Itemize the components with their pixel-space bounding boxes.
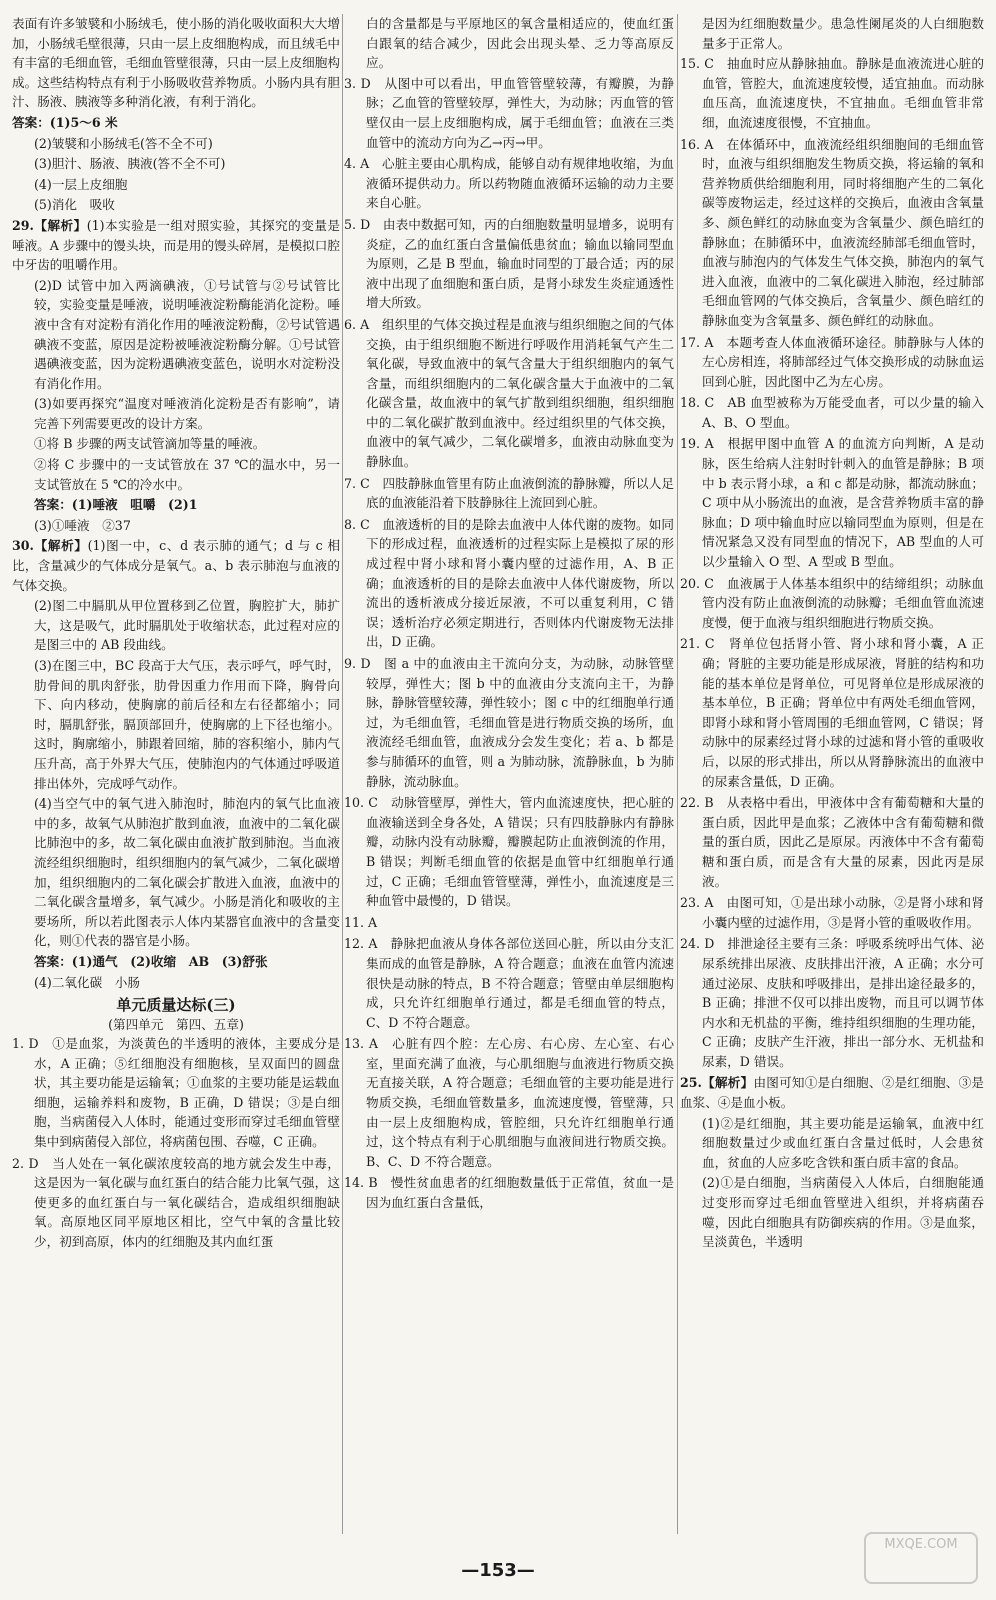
question-number: 29.【解析】 <box>12 217 87 233</box>
answer-paragraph: (1)图一中，c、d 表示肺的通气；d 与 c 相比，含量减少的气体成分是氧气。a、b 表示肺泡与血液的气体交换。 <box>12 538 340 593</box>
answer-item: 3. D 从图中可以看出，甲血管管壁较薄，有瓣膜，为静脉；乙血管的管壁较厚，弹性大，为动脉；丙血管的管壁仅由一层上皮细胞构成，属于毛细血管；血液在三类血管中的流动方向为乙→丙→甲。 <box>344 75 674 150</box>
watermark-logo <box>864 1532 978 1584</box>
answer-item: 24. D 排泄途径主要有三条：呼吸系统呼出气体、泌尿系统排出尿液、皮肤排出汗液，A 正确；水分可通过泌尿、皮肤和呼吸排出，是排出途径最多的，B 正确；排泄不仅可以排出废物，而且可以调节体内水和无机盐的平衡，维持组织细胞的生理功能，C 正确；皮肤产生汗液，排出一部分水、无机盐和尿素，D 错误。 <box>680 936 984 1069</box>
answer-line: (3)胆汁、肠液、胰液(答不全不可) <box>34 156 226 172</box>
answer-paragraph: (1)本实验是一组对照实验，其探究的变量是唾液。A 步骤中的馒头块，而是用的馒头碎屑，是模拟口腔中牙齿的咀嚼作用。 <box>12 217 340 273</box>
answer-item: 17. A 本题考查人体血液循环途径。肺静脉与人体的左心房相连，将肺部经过气体交换形成的动脉血运回到心脏，因此图中乙为左心房。 <box>680 334 984 389</box>
watermark-text: MXQE.COM <box>884 1537 958 1552</box>
answer-paragraph: (2)图二中膈肌从甲位置移到乙位置，胸腔扩大，肺扩大，这是吸气，此时膈肌处于收缩状态，此过程对应的是图三中的 AB 段曲线。 <box>34 598 340 653</box>
answer-item: 12. A 静脉把血液从身体各部位送回心脏，所以由分支汇集而成的血管是静脉，A 符合题意；血液在血管内流速很快是动脉的特点，B 不符合题意；管壁由单层细胞构成，只允许红细胞单行通过，都是毛细血管的特点，C、D 不符合题意。 <box>344 936 674 1030</box>
answer-line: (5)消化 吸收 <box>34 197 115 213</box>
answer-paragraph: 白的含量都是与平原地区的氧含量相适应的，使血红蛋白跟氧的结合减少，因此会出现头晕、乏力等高原反应。 <box>366 16 674 71</box>
answer-item: 21. C 肾单位包括肾小管、肾小球和肾小囊，A 正确；肾脏的主要功能是形成尿液，肾脏的结构和功能的基本单位是肾单位，可见肾单位是形成尿液的基本单位，B 正确；肾单位中有两处毛细血管网，即肾小球和肾小管周围的毛细血管网，C 错误；肾动脉中的尿素经过肾小球的过滤和肾小管的重吸收后，以尿的形式排出，所以从肾静脉流出的血液中的尿素含量低，D 正确。 <box>680 636 984 789</box>
question-number: 25.【解析】 <box>680 1075 754 1091</box>
unit-title: 单元质量达标(三) <box>116 996 236 1015</box>
answer-item: 20. C 血液属于人体基本组织中的结缔组织；动脉血管内没有防止血液倒流的动脉瓣；毛细血管血流速度慢，便于血液与组织细胞进行物质交换。 <box>680 575 984 630</box>
answer-paragraph: 表面有许多皱襞和小肠绒毛，使小肠的消化吸收面积大大增加，小肠绒毛壁很薄，只由一层上皮细胞构成，而且绒毛中有丰富的毛细血管，毛细血管壁很薄，只由一层上皮细胞构成。这些结构特点有利于小肠吸收营养物质。小肠内具有胆汁、肠液、胰液等多种消化液，有利于消化。 <box>12 16 340 110</box>
answer-paragraph: 由图可知①是白细胞、②是红细胞、③是血浆、④是血小板。 <box>680 1075 984 1111</box>
column-left <box>12 14 340 1534</box>
answer-line: 答案：(1)唾液 咀嚼 (2)1 <box>34 497 198 513</box>
answer-item: 22. B 从表格中看出，甲液体中含有葡萄糖和大量的蛋白质，因此甲是血浆；乙液体中含有葡萄糖和微量的蛋白质，因此乙是原尿。丙液体中不含有葡萄糖和蛋白质，而是含有大量的尿素，因此丙是尿液。 <box>680 795 984 889</box>
answer-paragraph: (2)①是白细胞，当病菌侵入人体后，白细胞能通过变形而穿过毛细血管壁进入组织，并将病菌吞噬，因此白细胞具有防御疾病的作用。③是血浆，呈淡黄色，半透明 <box>702 1175 984 1250</box>
column-middle <box>344 14 674 1534</box>
answer-paragraph: 是因为红细胞数量少。患急性阑尾炎的人白细胞数量多于正常人。 <box>702 16 984 51</box>
answer-paragraph: (3)如要再探究“温度对唾液消化淀粉是否有影响”，请完善下列需要更改的设计方案。 <box>34 396 340 431</box>
answer-item: 18. C AB 血型被称为万能受血者，可以少量的输入 A、B、O 型血。 <box>680 395 984 430</box>
answer-line: (4)二氧化碳 小肠 <box>34 974 140 990</box>
answer-item: 23. A 由图可知，①是出球小动脉，②是肾小球和肾小囊内壁的过滤作用，③是肾小管的重吸收作用。 <box>680 895 984 930</box>
answer-paragraph: (4)当空气中的氧气进入肺泡时，肺泡内的氧气比血液中的多，故氧气从肺泡扩散到血液，血液中的二氧化碳比肺泡中的多，故二氧化碳由血液扩散到肺泡。当血液流经组织细胞时，组织细胞内的氧气减少，二氧化碳增加，组织细胞内的二氧化碳会扩散进入血液，血液中的二氧化碳含量增多，氧气减少。小肠是消化和吸收的主要场所，所以若此图表示人体内某器官血液中的含量变化，则①代表的器官是小肠。 <box>34 796 340 949</box>
answer-item: 1. D ①是血浆，为淡黄色的半透明的液体，主要成分是水，A 正确；⑤红细胞没有细胞核，呈双面凹的圆盘状，其主要功能是运输氧；①血浆的主要功能是运载血细胞，运输养料和废物，B 正确，D 错误；③是白细胞，当病菌侵入人体时，能通过变形而穿过毛细血管壁集中到病菌侵入部位，将病菌包围、吞噬，C 正确。 <box>12 1036 340 1150</box>
answer-item: 14. B 慢性贫血患者的红细胞数量低于正常值，贫血一是因为血红蛋白含量低， <box>344 1175 674 1211</box>
answer-line: (4)一层上皮细胞 <box>34 176 128 192</box>
answer-paragraph: ②将 C 步骤中的一支试管放在 37 ℃的温水中，另一支试管放在 5 ℃的冷水中。 <box>34 457 340 492</box>
answer-paragraph: ①将 B 步骤的两支试管滴加等量的唾液。 <box>34 436 266 452</box>
answer-item: 13. A 心脏有四个腔：左心房、右心房、左心室、右心室，里面充满了血液，与心肌细胞与血液进行物质交换无直接关联，A 符合题意；毛细血管的主要功能是进行物质交换，毛细血管数量多，血流速度慢，管壁薄，只由一层上皮细胞构成，管腔细，只允许红细胞单行通过，这个特点有利于心肌细胞与血液间进行物质交换。B、C、D 不符合题意。 <box>344 1036 674 1169</box>
answer-page <box>12 14 984 1554</box>
answer-item: 10. C 动脉管壁厚，弹性大，管内血流速度快，把心脏的血液输送到全身各处，A 错误；只有四肢静脉内有静脉瓣，动脉内没有动脉瓣，瓣膜起防止血液倒流的作用，B 错误；判断毛细血管的依据是血管中红细胞单行通过，C 正确；毛细血管管壁薄，弹性小，血流速度是三种血管中最慢的，D 错误。 <box>344 795 674 909</box>
answer-item: 2. D 当人处在一氧化碳浓度较高的地方就会发生中毒，这是因为一氧化碳与血红蛋白的结合能力比氧气强，这使更多的血红蛋白与一氧化碳结合，造成组织细胞缺氧。高原地区同平原地区相比，空气中氧的含量比较少，初到高原，体内的红细胞及其内血红蛋 <box>12 1155 340 1250</box>
answer-item: 15. C 抽血时应从静脉抽血。静脉是血液流进心脏的血管，管腔大，血流速度较慢，适宜抽血。而动脉血压高，血流速度快，不宜抽血。毛细血管非常细，血流速度很慢，不宜抽血。 <box>680 56 984 130</box>
answer-line: (2)皱襞和小肠绒毛(答不全不可) <box>34 135 213 151</box>
question-number: 30.【解析】 <box>12 538 88 554</box>
answer-item: 9. D 图 a 中的血液由主干流向分支，为动脉，动脉管壁较厚，弹性大；图 b 中的血液由分支流向主干，为静脉，静脉管壁较薄，弹性较小；图 c 中的红细胞单行通过，为毛细血管，毛细血管是进行物质交换的场所，血液流经毛细血管，血液成分会发生变化；若 a、b 都是参与肺循环的血管，则 a 为肺动脉，流静脉血，b 为肺静脉，流动脉血。 <box>344 656 674 789</box>
question-25 <box>680 1073 984 1112</box>
unit-subtitle: (第四单元 第四、五章) <box>108 1017 244 1033</box>
answer-line: 答案：(1)通气 (2)收缩 AB (3)舒张 <box>34 953 268 969</box>
answer-paragraph: (3)在图三中，BC 段高于大气压，表示呼气，呼气时，肋骨间的肌肉舒张，肋骨因重力作用而下降，胸骨向下、向内移动，使胸廓的前后径和左右径都缩小；同时，膈肌舒张，膈顶部回升，使胸廓的上下径也缩小。这时，胸廓缩小，肺跟着回缩，肺的容积缩小，肺内气压升高，高于外界大气压，使肺泡内的气体通过呼吸道排出体外，完成呼气动作。 <box>34 658 340 791</box>
answer-item: 11. A <box>344 914 378 930</box>
answer-item: 8. C 血液透析的目的是除去血液中人体代谢的废物。如同下的形成过程，血液透析的过程实际上是模拟了尿的形成过程中肾小球和肾小囊内壁的过滤作用，A、B 正确；血液透析的目的是除去血液中人体代谢废物，所以流出的透析液成分接近尿液，不可以重复利用，C 错误；透析治疗必须定期进行，否则体内代谢废物无法排出，D 正确。 <box>344 516 674 650</box>
answer-item: 16. A 在体循环中，血液流经组织细胞间的毛细血管时，血液与组织细胞发生物质交换，将运输的氧和营养物质供给细胞利用，同时将细胞产生的二氧化碳等废物运走，经过这样的交换后，血液由含氧量多、颜色鲜红的动脉血变为含氧量少、颜色暗红的静脉血；在肺循环中，血液流经肺部毛细血管时，血液与肺泡内的气体发生气体交换，肺泡内的氧气进入血液，血液中的二氧化碳进入肺泡，经过肺部毛细血管网的气体交换后，含氧量少、颜色暗红的静脉血变为含氧量多、颜色鲜红的动脉血。 <box>680 136 984 328</box>
column-right <box>680 14 984 1534</box>
answer-item: 19. A 根据甲图中血管 A 的血流方向判断，A 是动脉，医生给病人注射时针刺入的血管是静脉；B 项中 b 表示肾小球，a 和 c 都是动脉，都流动脉血；C 项中从小肠流出的血液，是含营养物质丰富的静脉血；D 项中输血时应以输同型血为原则，但是在情况紧急又没有同型血的情况下，AB 型血的人可以少量输入 O 型、A 型或 B 型血。 <box>680 436 984 570</box>
answer-line: (3)①唾液 ②37 <box>34 517 131 533</box>
column-divider <box>677 14 678 1534</box>
answer-line: 答案：(1)5～6 米 <box>12 114 118 130</box>
answer-paragraph: (2)D 试管中加入两滴碘液，①号试管与②号试管比较，实验变量是唾液，说明唾液淀粉酶能消化淀粉。唾液中含有对淀粉有消化作用的唾液淀粉酶，②号试管遇碘液不变蓝，原因是淀粉被唾液淀粉酶分解。①号试管遇碘液变蓝，因为淀粉遇碘液变蓝色，说明水对淀粉没有消化作用。 <box>34 277 340 391</box>
answer-item: 4. A 心脏主要由心肌构成，能够自动有规律地收缩，为血液循环提供动力。所以药物随血液循环运输的动力主要来自心脏。 <box>344 156 674 211</box>
question-30 <box>12 536 340 595</box>
answer-item: 5. D 由表中数据可知，丙的白细胞数量明显增多，说明有炎症，乙的血红蛋白含量偏低患贫血；输血以输同型血为原则，乙是 B 型血，输血时同型的丁最合适；丙的尿液中出现了血细胞和蛋白质，是肾小球发生炎症通透性增大所致。 <box>344 216 674 311</box>
column-divider <box>342 14 343 1534</box>
question-29 <box>12 216 340 275</box>
answer-item: 6. A 组织里的气体交换过程是血液与组织细胞之间的气体交换，由于组织细胞不断进行呼吸作用消耗氧气产生二氧化碳，导致血液中的氧气含量大于组织细胞内的氧气含量，而组织细胞内的二氧化碳含量大于血液中的二氧化碳含量，故血液中的氧气扩散到组织细胞，组织细胞中的二氧化碳扩散到血液中。经过组织里的气体交换，血液中的氧气减少，二氧化碳增多，血液由动脉血变为静脉血。 <box>344 316 674 470</box>
answer-paragraph: (1)②是红细胞，其主要功能是运输氧，血液中红细胞数量过少或血红蛋白含量过低时，人会患贫血，贫血的人应多吃含铁和蛋白质丰富的食品。 <box>702 1115 984 1170</box>
answer-item: 7. C 四肢静脉血管里有防止血液倒流的静脉瓣，所以人足底的血液能沿着下肢静脉往上流回到心脏。 <box>344 475 674 511</box>
page-number: —153— <box>461 1560 535 1581</box>
